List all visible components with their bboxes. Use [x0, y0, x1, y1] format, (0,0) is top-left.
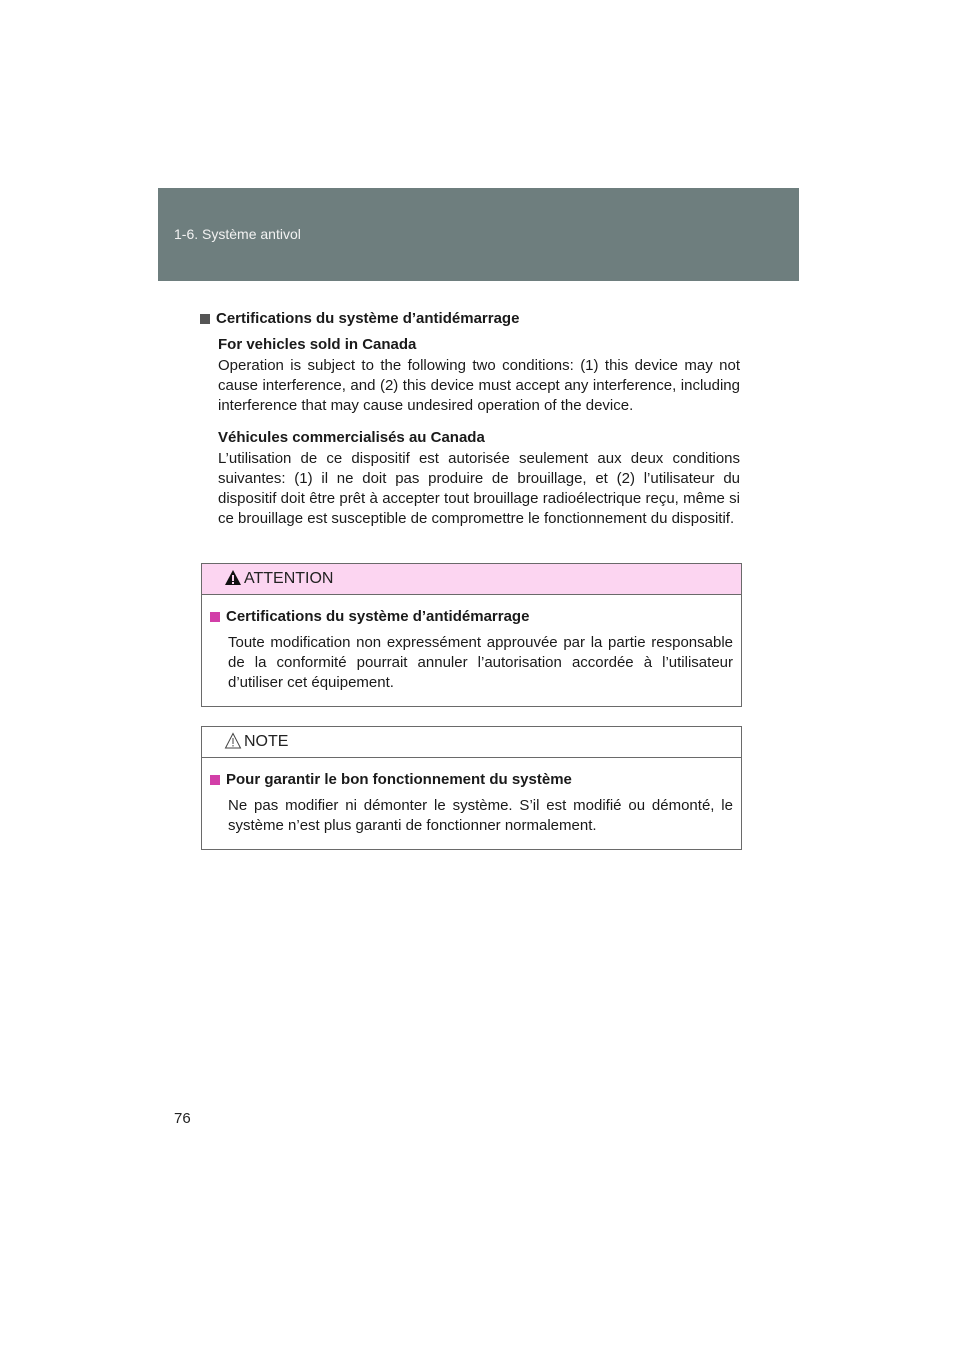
note-text: Ne pas modifier ni démonter le système. S’il est modifié ou démonté, le système n’est plus garanti de fonctionner normalement. [228, 797, 733, 834]
main-content [200, 309, 740, 529]
warning-icon [224, 569, 242, 587]
attention-box [201, 563, 742, 707]
note-heading-text: Pour garantir le bon fonctionnement du système [226, 771, 572, 788]
square-bullet-icon [200, 314, 210, 324]
canada-en-text: Operation is subject to the following two conditions: (1) this device may not cause interference, and (2) this device must accept any interference, including interference that may cause undesired operation of the device. [218, 357, 740, 414]
note-block [228, 796, 733, 836]
caution-outline-icon [224, 732, 242, 750]
canada-en-title: For vehicles sold in Canada [218, 336, 417, 353]
square-bullet-icon [210, 775, 220, 785]
attention-body [202, 595, 741, 693]
page-number: 76 [174, 1110, 191, 1127]
section-heading [200, 309, 740, 329]
section-title: 1-6. Système antivol [174, 226, 301, 242]
note-heading [210, 770, 733, 790]
note-box [201, 726, 742, 850]
attention-title: ATTENTION [244, 570, 334, 587]
canada-fr-text: L’utilisation de ce dispositif est autorisée seulement aux deux conditions suivantes: (1) il ne doit pas produire de brouillage, et (2) l’utilisateur du dispositif doit être prêt à accepter tout brouillage radioélectrique reçu, même si ce brouillage est susceptible de compromettre le fonctionnement du dispositif. [218, 450, 740, 527]
note-body [202, 758, 741, 836]
section-heading-text: Certifications du système d’antidémarrage [216, 310, 520, 327]
note-header [202, 727, 741, 758]
note-title: NOTE [244, 733, 289, 750]
square-bullet-icon [210, 612, 220, 622]
canada-fr-block [218, 428, 740, 529]
canada-en-block [218, 335, 740, 416]
attention-block [228, 633, 733, 693]
attention-text: Toute modification non expressément approuvée par la partie responsable de la conformité pourrait annuler l’autorisation accordée à l’utilisateur d’utiliser cet équipement. [228, 634, 733, 691]
canada-fr-title: Véhicules commercialisés au Canada [218, 429, 485, 446]
attention-heading [210, 607, 733, 627]
attention-header [202, 564, 741, 595]
attention-heading-text: Certifications du système d’antidémarrage [226, 608, 530, 625]
